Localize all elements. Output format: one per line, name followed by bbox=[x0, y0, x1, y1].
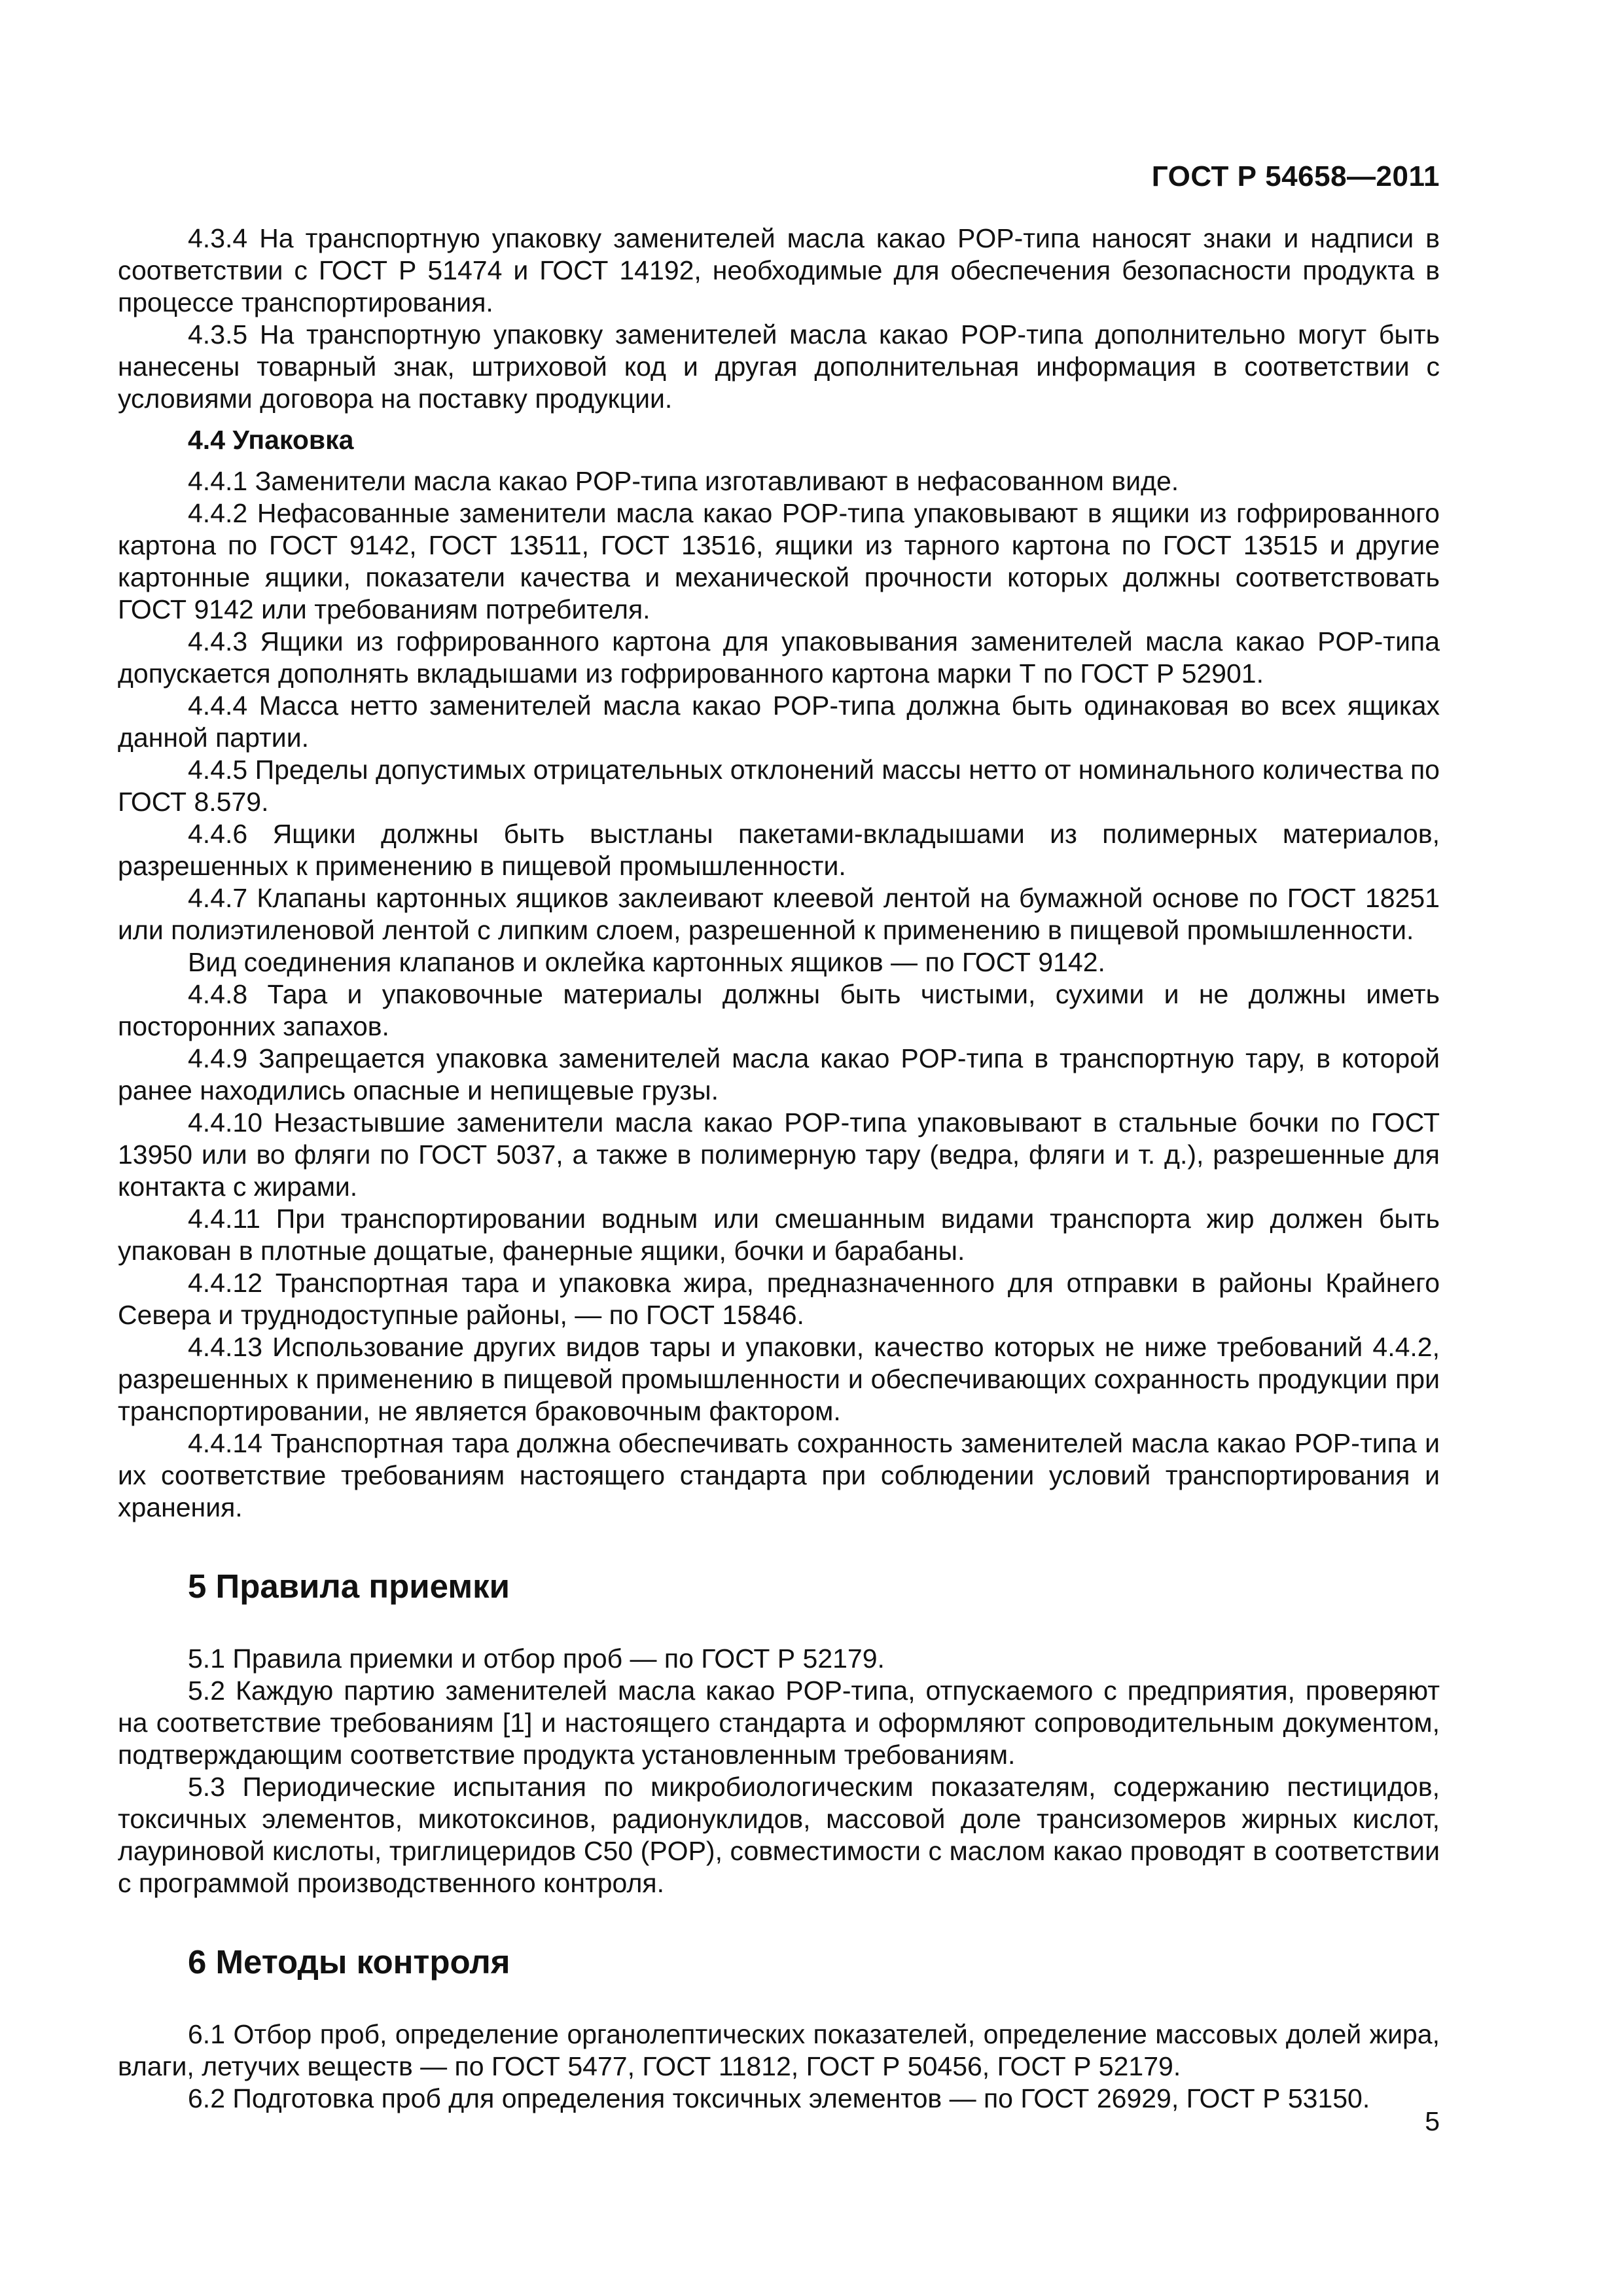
paragraph: 4.3.4 На транспортную упаковку заменителей масла какао POP-типа наносят знаки и надписи в соответствии с ГОСТ Р 51474 и ГОСТ 14192, необходимые для обеспечения безопасности продукта в процессе транспортирования. bbox=[118, 223, 1440, 317]
document-page bbox=[118, 0, 1440, 2296]
paragraph: 4.3.5 На транспортную упаковку заменителей масла какао POP-типа дополнительно могут быть нанесены товарный знак, штриховой код и другая дополнительная информация в соответствии с условиями договора на поставку продукции. bbox=[118, 319, 1440, 414]
document-header: ГОСТ Р 54658—2011 bbox=[1151, 160, 1440, 192]
page-number: 5 bbox=[1425, 2106, 1440, 2136]
paragraph: 4.4.10 Незастывшие заменители масла какао POP-типа упаковывают в стальные бочки по ГОСТ 13950 или во фляги по ГОСТ 5037, а также в полимерную тару (ведра, фляги и т. д.), разрешенные для контакта с жирами. bbox=[118, 1107, 1440, 1202]
paragraph: 6.1 Отбор проб, определение органолептических показателей, определение массовых долей жира, влаги, летучих веществ — по ГОСТ 5477, ГОСТ 11812, ГОСТ Р 50456, ГОСТ Р 52179. bbox=[118, 2019, 1440, 2081]
paragraph: 4.4.8 Тара и упаковочные материалы должны быть чистыми, сухими и не должны иметь посторонних запахов. bbox=[118, 979, 1440, 1041]
document-body bbox=[118, 223, 1440, 2115]
paragraph: 5.3 Периодические испытания по микробиологическим показателям, содержанию пестицидов, токсичных элементов, микотоксинов, радионуклидов, массовой доле трансизомеров жирных кислот, лауриновой кислоты, триглицеридов С50 (POP), совместимости с маслом какао проводят в соответствии с программой производственного контроля. bbox=[118, 1772, 1440, 1898]
paragraph: 6.2 Подготовка проб для определения токсичных элементов — по ГОСТ 26929, ГОСТ Р 53150. bbox=[188, 2083, 1370, 2113]
paragraph: 4.4.1 Заменители масла какао POP-типа изготавливают в нефасованном виде. bbox=[188, 466, 1179, 496]
paragraph: Вид соединения клапанов и оклейка картонных ящиков — по ГОСТ 9142. bbox=[188, 947, 1105, 977]
section-heading: 6 Методы контроля bbox=[188, 1943, 510, 1981]
paragraph: 5.2 Каждую партию заменителей масла какао POP-типа, отпускаемого с предприятия, проверяют на соответствие требованиям [1] и настоящего стандарта и оформляют сопроводительным документом, подтверждающим соответствие продукта установленным требованиям. bbox=[118, 1676, 1440, 1770]
section-heading: 5 Правила приемки bbox=[188, 1568, 510, 1605]
paragraph: 4.4.14 Транспортная тара должна обеспечивать сохранность заменителей масла какао POP-типа и их соответствие требованиям настоящего стандарта при соблюдении условий транспортирования и хранения. bbox=[118, 1428, 1440, 1522]
paragraph: 4.4.2 Нефасованные заменители масла какао POP-типа упаковывают в ящики из гофрированного картона по ГОСТ 9142, ГОСТ 13511, ГОСТ 13516, ящики из тарного картона по ГОСТ 13515 и другие картонные ящики, показатели качества и механической прочности которых должны соответствовать ГОСТ 9142 или требованиям потребителя. bbox=[118, 498, 1440, 624]
paragraph: 4.4.4 Масса нетто заменителей масла какао POP-типа должна быть одинаковая во всех ящиках данной партии. bbox=[118, 691, 1440, 753]
paragraph: 4.4.7 Клапаны картонных ящиков заклеивают клеевой лентой на бумажной основе по ГОСТ 18251 или полиэтиленовой лентой с липким слоем, разрешенной к применению в пищевой промышленности. bbox=[118, 883, 1440, 945]
paragraph: 4.4.13 Использование других видов тары и упаковки, качество которых не ниже требований 4.4.2, разрешенных к применению в пищевой промышленности и обеспечивающих сохранность продукции при транспортировании, не является браковочным фактором. bbox=[118, 1332, 1440, 1426]
subsection-heading: 4.4 Упаковка bbox=[188, 425, 354, 455]
paragraph: 4.4.6 Ящики должны быть выстланы пакетами-вкладышами из полимерных материалов, разрешенных к применению в пищевой промышленности. bbox=[118, 819, 1440, 881]
paragraph: 4.4.11 При транспортировании водным или смешанным видами транспорта жир должен быть упакован в плотные дощатые, фанерные ящики, бочки и барабаны. bbox=[118, 1204, 1440, 1266]
paragraph: 4.4.9 Запрещается упаковка заменителей масла какао POP-типа в транспортную тару, в которой ранее находились опасные и непищевые грузы. bbox=[118, 1043, 1440, 1105]
paragraph: 4.4.3 Ящики из гофрированного картона для упаковывания заменителей масла какао POP-типа допускается дополнять вкладышами из гофрированного картона марки Т по ГОСТ Р 52901. bbox=[118, 626, 1440, 689]
paragraph: 4.4.12 Транспортная тара и упаковка жира, предназначенного для отправки в районы Крайнего Севера и труднодоступные районы, — по ГОСТ 15846. bbox=[118, 1268, 1440, 1330]
paragraph: 4.4.5 Пределы допустимых отрицательных отклонений массы нетто от номинального количества по ГОСТ 8.579. bbox=[118, 755, 1440, 817]
paragraph: 5.1 Правила приемки и отбор проб — по ГОСТ Р 52179. bbox=[188, 1643, 885, 1674]
